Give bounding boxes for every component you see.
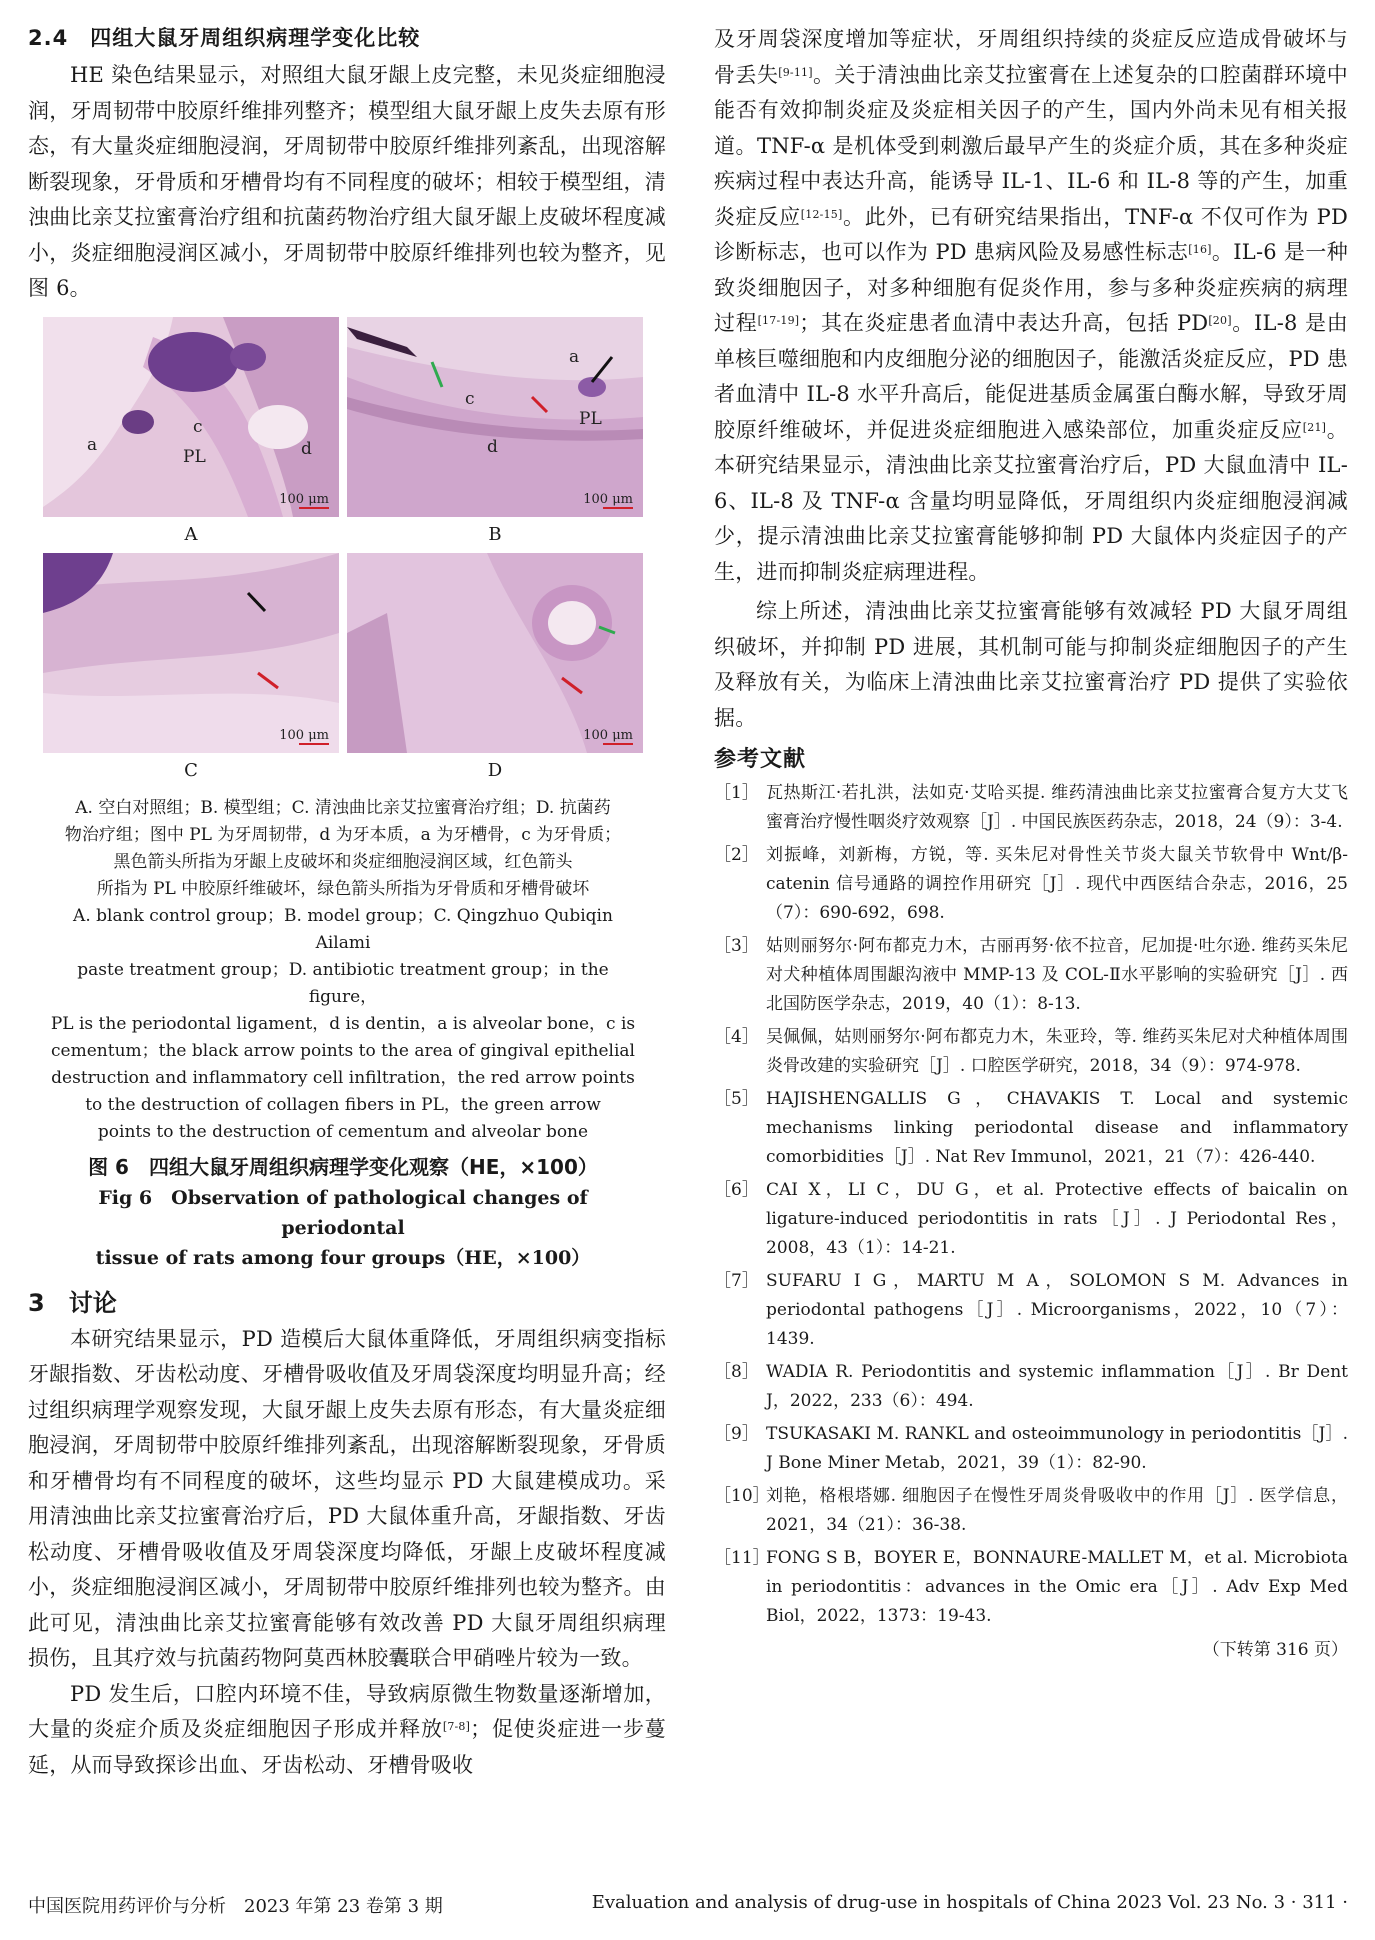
panel-tag-d: D: [487, 759, 503, 781]
scale-bar: 100 μm: [583, 491, 633, 507]
panel-c: [43, 553, 339, 789]
histology-image-d: [347, 553, 643, 753]
reference-item: ［11］ FONG S B，BOYER E，BONNAURE-MALLET M，et al. Microbiota in periodontitis：advances in the Omic era［J］. Adv Exp Med Biol，2022，1373：19-43.: [714, 1548, 1348, 1626]
panel-b: [347, 317, 643, 553]
reference-item: ［9］ TSUKASAKI M. RANKL and osteoimmunology in periodontitis［J］. J Bone Miner Metab，2021，39（1）：82-90.: [714, 1424, 1348, 1473]
section-heading-2-4: 2.4 四组大鼠牙周组织病理学变化比较: [28, 26, 421, 50]
label-alveolar-bone: a: [87, 434, 98, 455]
label-dentin: d: [487, 436, 498, 457]
figure-caption-cn: A. 空白对照组；B. 模型组；C. 清浊曲比亲艾拉蜜膏治疗组；D. 抗菌药 物治疗组；图中 PL 为牙周韧带，d 为牙本质，a 为牙槽骨，c 为牙骨质； 黑色箭头所指为牙龈上皮破坏和炎症细胞浸润区域，红色箭头 所指为 PL 中胶原纤维破坏，绿色箭头所指为牙骨质和牙槽骨破坏: [64, 797, 622, 899]
label-dentin: d: [301, 438, 312, 459]
citation: [20]: [1208, 314, 1232, 327]
footer-journal-en: Evaluation and analysis of drug-use in hospitals of China 2023 Vol. 23 No. 3 · 311 ·: [591, 1892, 1348, 1913]
references-heading: 参考文献: [714, 747, 807, 772]
label-cementum: c: [465, 388, 475, 409]
citation: [12-15]: [800, 207, 843, 221]
label-cementum: c: [193, 416, 203, 437]
right-column: [714, 22, 1348, 1660]
reference-item: ［10］ 刘艳，格根塔娜. 细胞因子在慢性牙周炎骨吸收中的作用［J］. 医学信息，2021，34（21）：36-38.: [714, 1486, 1348, 1535]
label-periodontal-ligament: PL: [579, 408, 602, 429]
reference-item: ［8］ WADIA R. Periodontitis and systemic inflammation［J］. Br Dent J，2022，233（6）：494.: [714, 1362, 1348, 1411]
histology-image-b: [347, 317, 643, 517]
panel-d: [347, 553, 643, 789]
section-2-4-paragraph: HE 染色结果显示，对照组大鼠牙龈上皮完整，未见炎症细胞浸润，牙周韧带中胶原纤维排列整齐；模型组大鼠牙龈上皮失去原有形态，有大量炎症细胞浸润，牙周韧带中胶原纤维排列紊乱，出现溶解断裂现象，牙骨质和牙槽骨均有不同程度的破坏；相较于模型组，清浊曲比亲艾拉蜜膏治疗组和抗菌药物治疗组大鼠牙龈上皮破坏程度减小，炎症细胞浸润区减小，牙周韧带中胶原纤维排列也较为整齐，见图 6。: [28, 63, 666, 300]
citation: [21]: [1302, 420, 1327, 434]
panel-a: [43, 317, 339, 553]
section-heading-3: 3 讨论: [28, 1288, 117, 1317]
citation: [7-8]: [442, 1720, 471, 1733]
footer-journal-cn: 中国医院用药评价与分析 2023 年第 23 卷第 3 期: [28, 1896, 443, 1917]
label-alveolar-bone: a: [569, 346, 580, 367]
citation: [17-19]: [757, 314, 800, 327]
figure-6: [43, 317, 643, 1273]
page-footer: [28, 1892, 1348, 1918]
reference-item: ［7］ SUFARU I G，MARTU M A，SOLOMON S M. Advances in periodontal pathogens［J］. Microorganisms，2022，10（7）：1439.: [714, 1271, 1348, 1349]
figure-title-en-line1: Fig 6 Observation of pathological changes of periodontal: [98, 1186, 588, 1239]
reference-item: ［4］ 吴佩佩，姑则丽努尔·阿布都克力木，朱亚玲，等. 维药买朱尼对犬种植体周围炎骨改建的实验研究［J］. 口腔医学研究，2018，34（9）：974-978.: [714, 1027, 1348, 1076]
left-column: [28, 22, 666, 1783]
discussion-paragraph-2: PD 发生后，口腔内环境不佳，导致病原微生物数量逐渐增加，大量的炎症介质及炎症细胞因子形成并释放[7-8]；促使炎症进一步蔓延，从而导致探诊出血、牙齿松动、牙槽骨吸收: [28, 1681, 666, 1777]
figure-caption-en: A. blank control group；B. model group；C. Qingzhuo Qubiqin Ailami paste treatment group；D. antibiotic treatment group；in the figure， PL is the periodontal ligament，d is dentin，a is alveolar bone，c is cementum；the black arrow points to the area of gingival epithelial destruction and inflammatory cell infiltration，the red arrow points to the destruction of collagen fibers in PL，the green arrow points to the destruction of cementum and alveolar bone: [50, 905, 636, 1142]
discussion-paragraph-1: 本研究结果显示，PD 造模后大鼠体重降低，牙周组织病变指标牙龈指数、牙齿松动度、牙槽骨吸收值及牙周袋深度均明显升高；经过组织病理学观察发现，大鼠牙龈上皮失去原有形态，有大量炎症细胞浸润，牙周韧带中胶原纤维排列紊乱，出现溶解断裂现象，牙骨质和牙槽骨均有不同程度的破坏，这些均显示 PD 大鼠建模成功。采用清浊曲比亲艾拉蜜膏治疗后，PD 大鼠体重升高，牙龈指数、牙齿松动度、牙槽骨吸收值及牙周袋深度均降低，牙龈上皮破坏程度减小，炎症细胞浸润区减小，牙周韧带中胶原纤维排列也较为整齐。由此可见，清浊曲比亲艾拉蜜膏能够有效改善 PD 大鼠牙周组织病理损伤，且其疗效与抗菌药物阿莫西林胶囊联合甲硝唑片较为一致。: [28, 1326, 666, 1670]
panel-tag-a: A: [184, 523, 198, 545]
panel-tag-c: C: [184, 759, 198, 781]
scale-bar: 100 μm: [279, 491, 329, 507]
histology-image-c: [43, 553, 339, 753]
citation: [16]: [1188, 243, 1212, 256]
continued-note: （下转第 316 页）: [1202, 1640, 1348, 1660]
conclusion-paragraph: 综上所述，清浊曲比亲艾拉蜜膏能够有效减轻 PD 大鼠牙周组织破坏，并抑制 PD 进展，其机制可能与抑制炎症细胞因子的产生及释放有关，为临床上清浊曲比亲艾拉蜜膏治疗 PD 提供了实验依据。: [714, 599, 1348, 730]
histology-image-a: [43, 317, 339, 517]
scale-bar: 100 μm: [583, 727, 633, 743]
reference-list: [714, 779, 1348, 1631]
citation: [9-11]: [778, 65, 813, 79]
reference-item: ［1］ 瓦热斯江·若扎洪，法如克·艾哈买提. 维药清浊曲比亲艾拉蜜膏合复方大艾飞蜜膏治疗慢性咽炎疗效观察［J］. 中国民族医药杂志，2018，24（9）：3-4.: [714, 783, 1348, 832]
reference-item: ［3］ 姑则丽努尔·阿布都克力木，古丽再努·依不拉音，尼加提·吐尔逊. 维药买朱尼对犬种植体周围龈沟液中 MMP-13 及 COL-Ⅱ水平影响的实验研究［J］. 西北国防医学杂志，2019，40（1）：8-13.: [714, 936, 1348, 1014]
reference-item: ［2］ 刘振峰，刘新梅，方锐，等. 买朱尼对骨性关节炎大鼠关节软骨中 Wnt/β-catenin 信号通路的调控作用研究［J］. 现代中西医结合杂志，2016，25（7）：690-692，698.: [714, 845, 1348, 923]
scale-bar: 100 μm: [279, 727, 329, 743]
reference-item: ［6］ CAI X，LI C，DU G，et al. Protective effects of baicalin on ligature-induced periodontitis in rats［J］. J Periodontal Res，2008，43（1）：14-21.: [714, 1180, 1348, 1258]
panel-tag-b: B: [488, 523, 502, 545]
reference-item: ［5］ HAJISHENGALLIS G，CHAVAKIS T. Local and systemic mechanisms linking periodontal disease and inflammatory comorbidities［J］. Nat Rev Immunol，2021，21（7）：426-440.: [714, 1089, 1348, 1167]
figure-title-en-line2: tissue of rats among four groups（HE，×100）: [95, 1246, 591, 1269]
discussion-paragraph-3: 及牙周袋深度增加等症状，牙周组织持续的炎症反应造成骨破坏与骨丢失[9-11]。关于清浊曲比亲艾拉蜜膏在上述复杂的口腔菌群环境中能否有效抑制炎症及炎症相关因子的产生，国内外尚未见有相关报道。TNF-α 是机体受到刺激后最早产生的炎症介质，其在多种炎症疾病过程中表达升高，能诱导 IL-1、IL-6 和 IL-8 等的产生，加重炎症反应[12-15]。此外，已有研究结果指出，TNF-α 不仅可作为 PD 诊断标志，也可以作为 PD 患病风险及易感性标志[16]。IL-6 是一种致炎细胞因子，对多种细胞有促炎作用，参与多种炎症疾病的病理过程[17-19]；其在炎症患者血清中表达升高，包括 PD[20]。IL-8 是由单核巨噬细胞和内皮细胞分泌的细胞因子，能激活炎症反应，PD 患者血清中 IL-8 水平升高后，能促进基质金属蛋白酶水解，导致牙周胶原纤维破坏，并促进炎症细胞进入感染部位，加重炎症反应[21]。本研究结果显示，清浊曲比亲艾拉蜜膏治疗后，PD 大鼠血清中 IL-6、IL-8 及 TNF-α 含量均明显降低，牙周组织内炎症细胞浸润减少，提示清浊曲比亲艾拉蜜膏能够抑制 PD 大鼠体内炎症因子的产生，进而抑制炎症病理进程。: [714, 27, 1348, 584]
figure-title-cn: 图 6 四组大鼠牙周组织病理学变化观察（HE，×100）: [88, 1154, 598, 1179]
label-periodontal-ligament: PL: [183, 446, 206, 467]
